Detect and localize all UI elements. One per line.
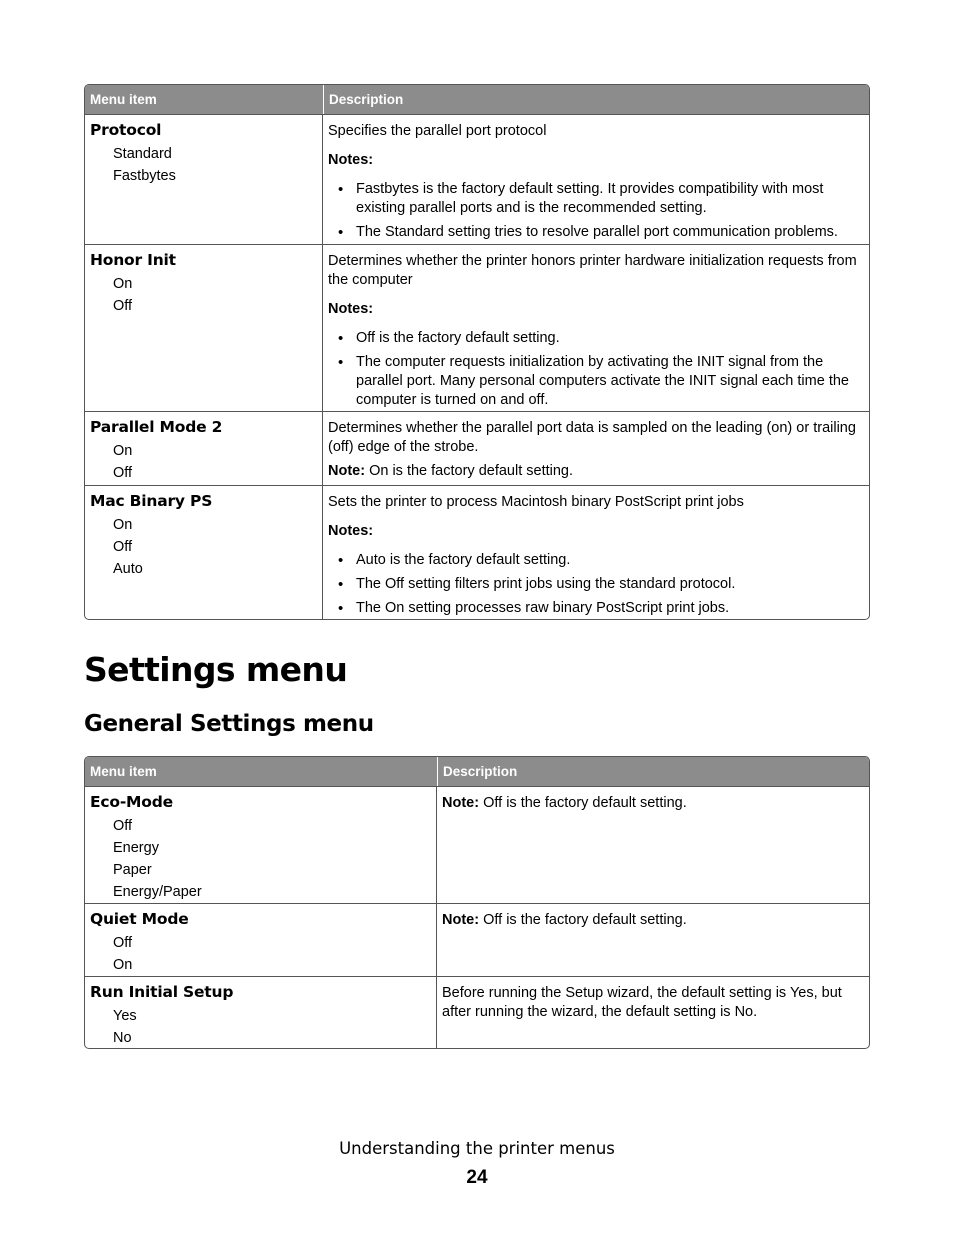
menu-option: Standard (113, 146, 172, 162)
menu-item-cell (85, 245, 323, 411)
menu-item-cell (85, 115, 323, 244)
column-header-menu-item: Menu item (90, 764, 157, 779)
menu-item-title: Mac Binary PS (90, 492, 213, 510)
table-row (85, 114, 869, 244)
description-cell (323, 115, 869, 244)
table-row (85, 411, 869, 485)
menu-option: Energy/Paper (113, 884, 202, 900)
notes-label: Notes: (328, 523, 374, 539)
menu-item-options (113, 514, 322, 580)
notes-list (338, 180, 864, 242)
page-number: 24 (466, 1167, 488, 1188)
menu-option: On (113, 276, 133, 292)
menu-item-options (113, 440, 322, 484)
menu-option: Off (113, 465, 133, 481)
note-item: • The Standard setting tries to resolve parallel port communication problems. (338, 223, 864, 242)
footer-title: Understanding the printer menus (339, 1139, 615, 1158)
menu-item-title: Run Initial Setup (90, 983, 234, 1001)
menu-option: On (113, 517, 133, 533)
note-line (442, 794, 864, 813)
note-text: Off is the factory default setting. (483, 912, 687, 928)
note-item: • Auto is the factory default setting. (338, 551, 864, 570)
table-row (85, 903, 869, 976)
menu-option: Auto (113, 561, 143, 577)
menu-option: No (113, 1030, 132, 1046)
description-cell (437, 904, 869, 976)
menu-item-options (113, 1005, 436, 1049)
description-text: Determines whether the printer honors printer hardware initialization requests from the computer (328, 253, 857, 288)
menu-option: Fastbytes (113, 168, 176, 184)
table-header (85, 757, 869, 786)
menu-item-cell (85, 412, 323, 485)
column-header-description: Description (323, 85, 869, 114)
menu-item-title: Eco-Mode (90, 793, 173, 811)
table-header (85, 85, 869, 114)
menu-item-options (113, 815, 436, 903)
description-text: Before running the Setup wizard, the default setting is Yes, but after running the wizard, the default setting is No. (442, 985, 842, 1020)
menu-option: On (113, 957, 133, 973)
note-line (328, 462, 864, 481)
note-label: Note: (442, 795, 480, 811)
menu-item-title: Protocol (90, 121, 162, 139)
note-item: • The On setting processes raw binary PostScript print jobs. (338, 599, 864, 618)
description-text: Determines whether the parallel port data is sampled on the leading (on) or trailing (off) edge of the strobe. (328, 420, 856, 455)
description-cell (323, 412, 869, 485)
notes-label: Notes: (328, 152, 374, 168)
general-settings-table (84, 756, 870, 1049)
menu-item-cell (85, 904, 437, 976)
menu-item-cell (85, 486, 323, 620)
note-item: • The computer requests initialization by activating the INIT signal from the parallel port. Many personal computers activate the INIT signal each time the computer is turned on and off. (338, 353, 864, 410)
note-text: On is the factory default setting. (369, 463, 574, 479)
menu-option: Off (113, 298, 133, 314)
menu-option: Off (113, 818, 133, 834)
note-item: • The Off setting filters print jobs using the standard protocol. (338, 575, 864, 594)
column-header-menu-item: Menu item (90, 92, 157, 107)
table-row (85, 244, 869, 411)
notes-list (338, 551, 864, 618)
description-cell (323, 486, 869, 620)
menu-option: Paper (113, 862, 152, 878)
menu-option: On (113, 443, 133, 459)
note-item: • Fastbytes is the factory default setting. It provides compatibility with most existing parallel ports and is the recommended setting. (338, 180, 864, 218)
menu-option: Off (113, 539, 133, 555)
description-cell (437, 977, 869, 1049)
description-text: Sets the printer to process Macintosh binary PostScript print jobs (328, 494, 744, 510)
menu-option: Energy (113, 840, 159, 856)
notes-label: Notes: (328, 301, 374, 317)
subsection-heading: General Settings menu (84, 711, 374, 737)
note-item: • Off is the factory default setting. (338, 329, 864, 348)
description-cell (323, 245, 869, 411)
table-row (85, 976, 869, 1049)
table-row (85, 485, 869, 620)
menu-item-title: Parallel Mode 2 (90, 418, 223, 436)
menu-item-options (113, 932, 436, 976)
note-label: Note: (442, 912, 480, 928)
notes-list (338, 329, 864, 410)
menu-option: Off (113, 935, 133, 951)
description-cell (437, 787, 869, 903)
menu-item-title: Honor Init (90, 251, 176, 269)
parallel-menu-table (84, 84, 870, 620)
table-row (85, 786, 869, 903)
menu-item-options (113, 143, 322, 187)
menu-item-options (113, 273, 322, 317)
menu-option: Yes (113, 1008, 137, 1024)
section-heading: Settings menu (84, 650, 348, 689)
note-text: Off is the factory default setting. (483, 795, 687, 811)
column-header-description: Description (437, 757, 869, 786)
note-line (442, 911, 864, 930)
menu-item-title: Quiet Mode (90, 910, 189, 928)
description-text: Specifies the parallel port protocol (328, 123, 547, 139)
menu-item-cell (85, 787, 437, 903)
menu-item-cell (85, 977, 437, 1049)
note-label: Note: (328, 463, 366, 479)
